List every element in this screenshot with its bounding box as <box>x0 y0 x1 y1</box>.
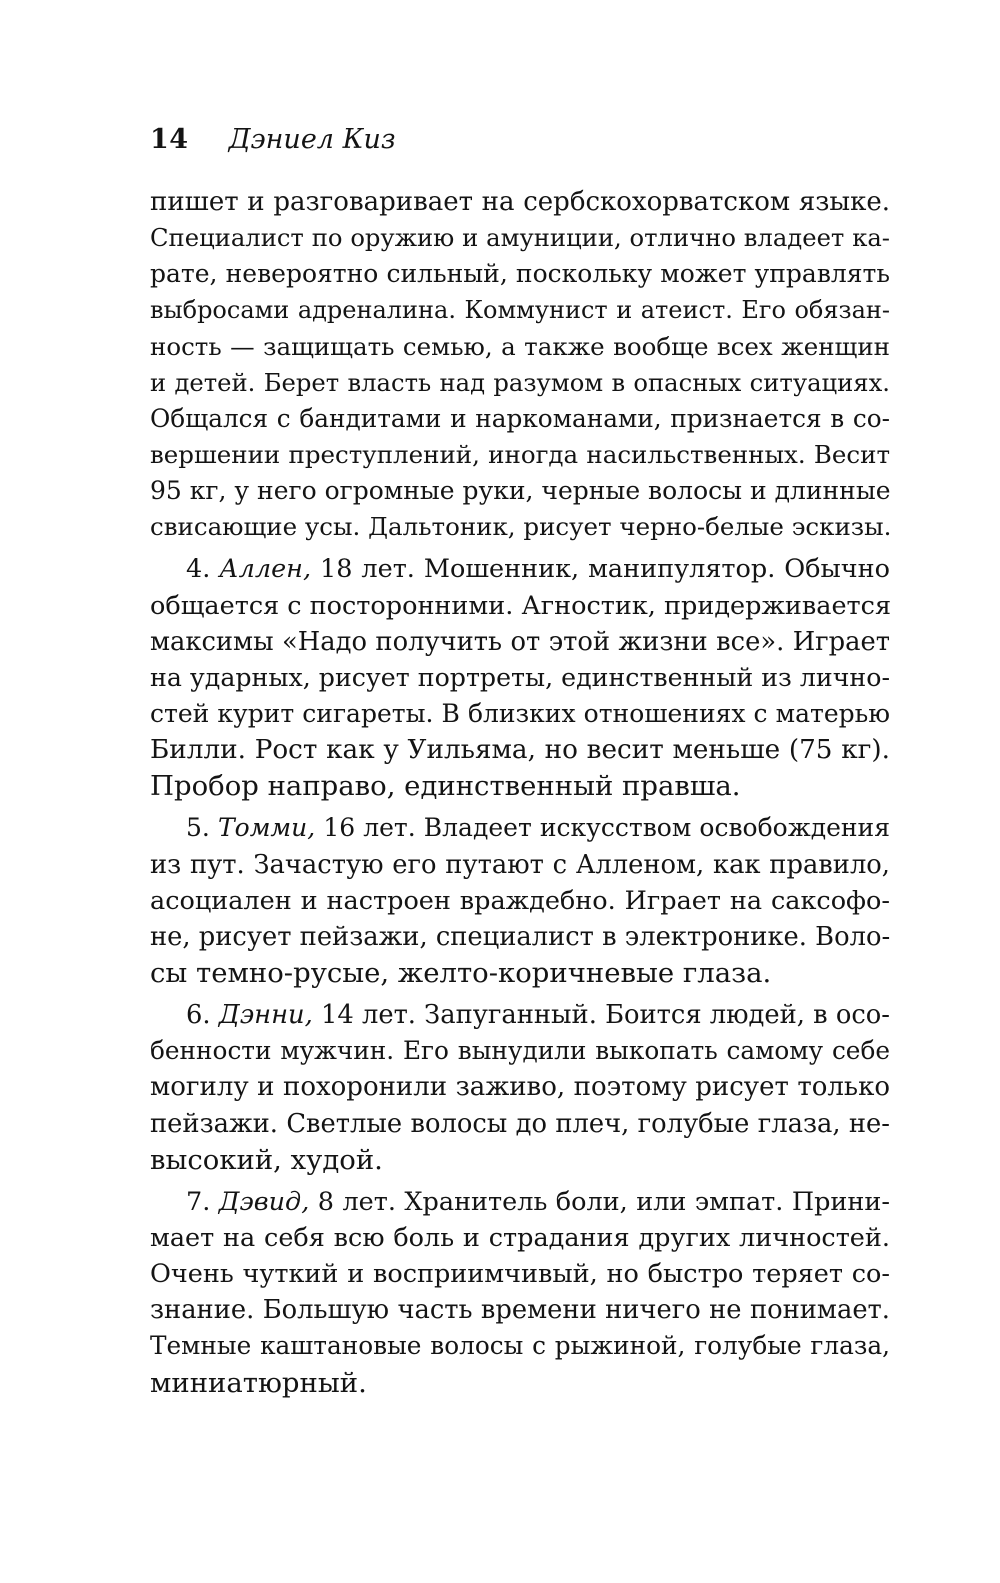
item-number: 5. <box>186 813 218 843</box>
personality-name: Томми, <box>217 813 316 843</box>
text-line <box>150 810 890 846</box>
text-line: выбросами адреналина. Коммунист и атеист. Его обязан- <box>150 296 890 325</box>
text-line: не, рисует пейзажи, специалист в электронике. Воло- <box>150 921 891 952</box>
text-fragment: 18 лет. Мошенник, манипулятор. Обычно <box>311 554 891 585</box>
text-fragment: 8 лет. Хранитель боли, или эмпат. Прини- <box>309 1186 891 1217</box>
text-line: Пробор направо, единственный правша. <box>150 770 741 803</box>
text-line: свисающие усы. Дальтоник, рисует черно-белые эскизы. <box>150 512 892 542</box>
text-line: Общался с бандитами и наркоманами, признается в со- <box>150 403 890 433</box>
text-line <box>150 551 890 587</box>
text-line: на ударных, рисует портреты, единственный из лично- <box>150 662 890 692</box>
text-line: пейзажи. Светлые волосы до плеч, голубые глаза, не- <box>150 1108 890 1139</box>
text-fragment: 16 лет. Владеет искусством освобождения <box>315 813 890 843</box>
text-line: Темные каштановые волосы с рыжиной, голубые глаза, <box>150 1331 890 1361</box>
text-line: стей курит сигареты. В близких отношениях с матерью <box>150 698 890 728</box>
personality-name: Аллен, <box>219 554 312 585</box>
text-line: Очень чуткий и восприимчивый, но быстро теряет со- <box>150 1259 890 1290</box>
text-line <box>150 1184 890 1220</box>
paragraph-david <box>150 1184 890 1401</box>
item-number: 4. <box>186 554 220 585</box>
text-line: максимы «Надо получить от этой жизни все». Играет <box>150 626 890 657</box>
paragraph-danny <box>150 997 890 1178</box>
text-line: 95 кг, у него огромные руки, черные волосы и длинные <box>150 476 891 506</box>
personality-name: Дэвид, <box>218 1186 310 1217</box>
text-fragment: 14 лет. Запуганный. Боится людей, в осо- <box>312 1000 890 1031</box>
text-line <box>150 997 890 1033</box>
text-line: бенности мужчин. Его вынудили выкопать самому себе <box>150 1036 890 1066</box>
text-line: вершении преступлений, иногда насильственных. Весит <box>150 439 890 469</box>
text-line: миниатюрный. <box>150 1366 367 1399</box>
text-line: пишет и разговаривает на сербскохорватском языке. <box>150 187 890 217</box>
paragraph-tommy <box>150 810 890 991</box>
item-number: 7. <box>186 1186 219 1217</box>
text-line: и детей. Берет власть над разумом в опасных ситуациях. <box>150 367 890 397</box>
text-line: из пут. Зачастую его путают с Алленом, как правило, <box>150 849 890 880</box>
text-line: могилу и похоронили заживо, поэтому рисует только <box>150 1072 890 1103</box>
item-number: 6. <box>186 1000 219 1031</box>
header-author: Дэниел Киз <box>228 124 396 155</box>
page-number: 14 <box>150 124 189 155</box>
paragraph-continuation <box>150 184 890 545</box>
text-line: высокий, худой. <box>150 1143 383 1176</box>
text-line: Билли. Рост как у Уильяма, но весит меньше (75 кг). <box>150 735 890 766</box>
paragraph-allen <box>150 551 890 804</box>
text-line: знание. Большую часть времени ничего не понимает. <box>150 1295 890 1326</box>
text-line: Специалист по оружию и амуниции, отлично владеет ка- <box>150 223 890 253</box>
text-line: ность — защищать семью, а также вообще всех женщин <box>150 331 890 361</box>
text-line: общается с посторонними. Агностик, придерживается <box>150 590 892 621</box>
text-line: асоциален и настроен враждебно. Играет на саксофо- <box>150 885 890 916</box>
text-line: мает на себя всю боль и страдания других личностей. <box>150 1222 890 1253</box>
body-text <box>150 184 890 1401</box>
text-line: рате, невероятно сильный, поскольку может управлять <box>150 259 890 289</box>
running-header <box>150 122 890 158</box>
personality-name: Дэнни, <box>218 1000 313 1031</box>
text-line: сы темно-русые, желто-коричневые глаза. <box>150 956 772 989</box>
